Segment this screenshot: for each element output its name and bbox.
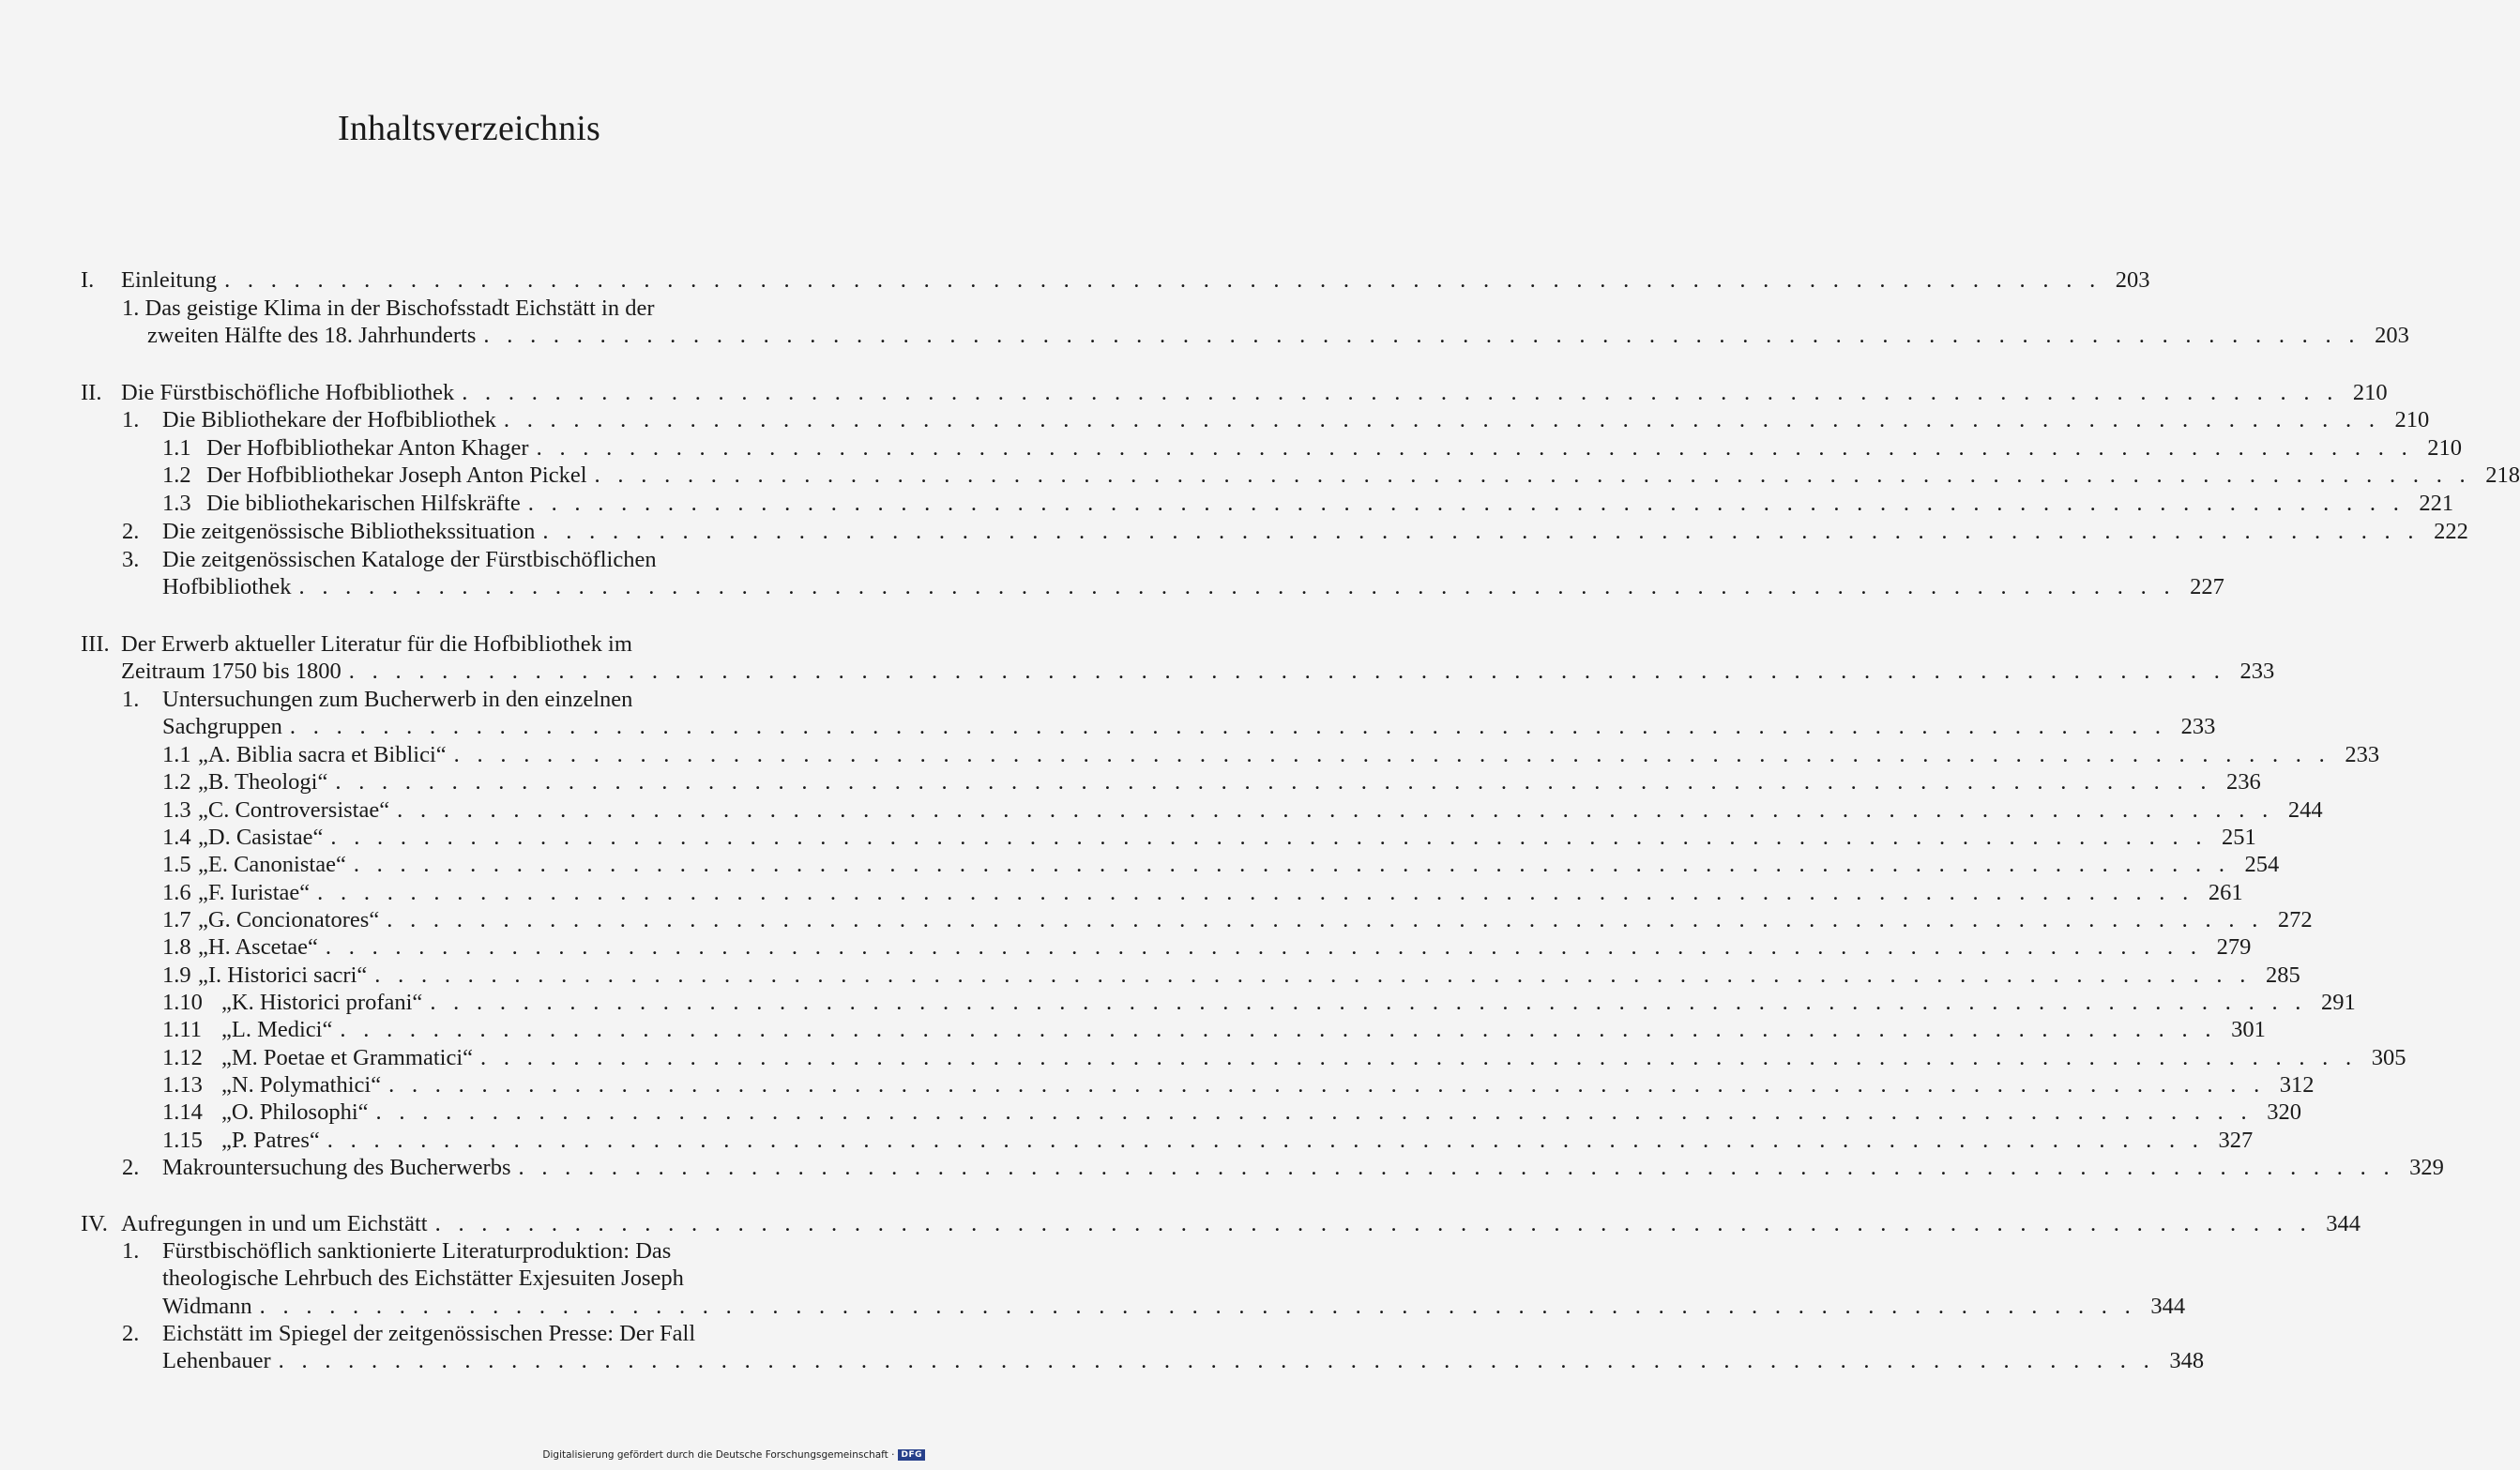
toc-entry[interactable] — [122, 518, 2468, 545]
toc-entry[interactable] — [122, 1320, 861, 1347]
toc-entry[interactable] — [162, 879, 2243, 906]
toc-entry-title: „B. Theologi“ — [198, 769, 328, 795]
toc-entry[interactable] — [162, 434, 2463, 462]
toc-entry[interactable] — [122, 1237, 861, 1265]
toc-entry-title: „H. Ascetae“ — [198, 934, 318, 960]
toc-entry-title: Die zeitgenössische Bibliothekssituation — [162, 519, 536, 544]
toc-entry-number: 1.12 — [162, 1045, 203, 1070]
toc-entry-title: Die zeitgenössischen Kataloge der Fürstbischöflichen — [162, 547, 657, 572]
toc-entry-title: „O. Philosophi“ — [221, 1099, 369, 1125]
toc-entry-title: Hofbibliothek — [162, 574, 292, 599]
toc-entry-number: 1.15 — [162, 1128, 203, 1153]
toc-entry-page: 233 — [2239, 659, 2275, 684]
toc-leader-dots: . . . . . . . . . . . . . . . . . . . . . . . . . . . . . . . . . . . . . . . . . . . . . . . . . . . . . . . . . . . . . . . . . . . . . . . . . . . . . . . . . — [542, 519, 2420, 544]
toc-entry[interactable] — [162, 933, 2252, 961]
toc-entry-page: 233 — [2180, 714, 2216, 739]
toc-entry[interactable] — [122, 1293, 2186, 1320]
toc-leader-dots: . . . . . . . . . . . . . . . . . . . . . . . . . . . . . . . . . . . . . . . . . . . . . . . . . . . . . . . . . . . . . . . . . . . . . . . . . . . . . . . . . — [289, 714, 2167, 739]
toc-entry-page: 285 — [2265, 962, 2300, 988]
toc-entry-page: 272 — [2277, 907, 2313, 932]
toc-leader-dots: . . . . . . . . . . . . . . . . . . . . . . . . . . . . . . . . . . . . . . . . . . . . . . . . . . . . . . . . . . . . . . . . . . . . . . . . . . . . . . . . . — [317, 880, 2194, 905]
toc-entry-title: „L. Medici“ — [221, 1017, 333, 1042]
toc-entry-title: Untersuchungen zum Bucherwerb in den einzelnen — [162, 687, 633, 712]
toc-entry-number: 1.9 — [162, 962, 191, 988]
toc-entry-page: 210 — [2352, 380, 2388, 405]
toc-entry-page: 301 — [2231, 1017, 2266, 1042]
toc-leader-dots: . . . . . . . . . . . . . . . . . . . . . . . . . . . . . . . . . . . . . . . . . . . . . . . . . . . . . . . . . . . . . . . . . . . . . . . . . . . . . . . . . — [434, 1211, 2313, 1236]
toc-entry-page: 236 — [2226, 769, 2261, 795]
toc-entry[interactable] — [122, 295, 861, 322]
toc-entry-title: Lehenbauer — [162, 1348, 271, 1373]
toc-entry[interactable] — [122, 573, 2224, 600]
toc-entry-title: Die bibliothekarischen Hilfskräfte — [206, 491, 521, 516]
toc-entry-title: Sachgruppen — [162, 714, 282, 739]
toc-entry-page: 348 — [2169, 1348, 2205, 1373]
toc-entry-title: „F. Iuristae“ — [198, 880, 311, 905]
toc-entry-number: 1.14 — [162, 1099, 203, 1125]
toc-leader-dots: . . . . . . . . . . . . . . . . . . . . . . . . . . . . . . . . . . . . . . . . . . . . . . . . . . . . . . . . . . . . . . . . . . . . . . . . . . . . . . . . . — [518, 1155, 2395, 1180]
dfg-logo-icon: DFG — [898, 1449, 925, 1461]
toc-entry-number: I. — [81, 267, 95, 293]
toc-entry-title: 1. Das geistige Klima in der Bischofsstadt Eichstätt in der — [122, 296, 655, 321]
toc-entry[interactable] — [81, 658, 2275, 685]
footer-text: Digitalisierung gefördert durch die Deutsche Forschungsgemeinschaft · — [542, 1449, 895, 1461]
toc-entry-number: 1.1 — [162, 742, 191, 767]
toc-entry-page: 218 — [2485, 462, 2520, 488]
toc-entry[interactable] — [162, 851, 2280, 878]
toc-entry-number: 1.13 — [162, 1072, 203, 1098]
toc-entry[interactable] — [122, 322, 2409, 349]
toc-entry-title: Widmann — [162, 1294, 252, 1319]
toc-entry-page: 210 — [2394, 407, 2430, 432]
toc-entry-title: „P. Patres“ — [221, 1128, 320, 1153]
toc-entry[interactable] — [162, 989, 2356, 1016]
toc-entry-page: 227 — [2190, 574, 2224, 599]
toc-leader-dots: . . . . . . . . . . . . . . . . . . . . . . . . . . . . . . . . . . . . . . . . . . . . . . . . . . . . . . . . . . . . . . . . . . . . . . . . . . . . . . . . . — [462, 380, 2339, 405]
toc-entry-page: 291 — [2321, 990, 2356, 1015]
toc-entry[interactable] — [122, 1154, 2444, 1181]
toc-entry-title: Einleitung — [121, 267, 218, 293]
toc-entry-title: Die Bibliothekare der Hofbibliothek — [162, 407, 496, 432]
toc-entry[interactable] — [162, 1016, 2266, 1043]
toc-leader-dots: . . . . . . . . . . . . . . . . . . . . . . . . . . . . . . . . . . . . . . . . . . . . . . . . . . . . . . . . . . . . . . . . . . . . . . . . . . . . . . . . . — [387, 907, 2264, 932]
toc-entry[interactable] — [122, 546, 861, 573]
toc-entry-number: 1.3 — [162, 797, 191, 823]
toc-entry-number: 1.1 — [162, 435, 191, 461]
toc-entry[interactable] — [162, 824, 2256, 851]
toc-entry-number: 1.3 — [162, 491, 191, 516]
toc-entry-title: Der Hofbibliothekar Joseph Anton Pickel — [206, 462, 587, 488]
toc-entry[interactable] — [162, 906, 2313, 933]
toc-entry[interactable] — [81, 266, 2150, 294]
toc-entry-number: 1. — [122, 687, 140, 712]
toc-entry-number: 1. — [122, 407, 140, 432]
toc-entry-page: 327 — [2218, 1128, 2254, 1153]
toc-leader-dots: . . . . . . . . . . . . . . . . . . . . . . . . . . . . . . . . . . . . . . . . . . . . . . . . . . . . . . . . . . . . . . . . . . . . . . . . . . . . . . . . . — [375, 1099, 2253, 1125]
toc-entry-title: theologische Lehrbuch des Eichstätter Exjesuiten Joseph — [162, 1265, 684, 1291]
toc-entry-page: 222 — [2434, 519, 2468, 544]
toc-leader-dots: . . . . . . . . . . . . . . . . . . . . . . . . . . . . . . . . . . . . . . . . . . . . . . . . . . . . . . . . . . . . . . . . . . . . . . . . . . . . . . . . . — [594, 462, 2471, 488]
toc-entry-page: 251 — [2222, 825, 2256, 850]
toc-entry-number: 1.2 — [162, 769, 191, 795]
toc-entry-title: Makrountersuchung des Bucherwerbs — [162, 1155, 511, 1180]
toc-entry-page: 261 — [2208, 880, 2243, 905]
toc-entry-page: 344 — [2326, 1211, 2361, 1236]
toc-entry[interactable] — [122, 686, 861, 713]
toc-entry-number: 2. — [122, 1155, 140, 1180]
toc-entry-title: „G. Concionatores“ — [198, 907, 380, 932]
toc-leader-dots: . . . . . . . . . . . . . . . . . . . . . . . . . . . . . . . . . . . . . . . . . . . . . . . . . . . . . . . . . . . . . . . . . . . . . . . . . . . . . . . . . — [326, 1128, 2205, 1153]
toc-entry-title: Der Erwerb aktueller Literatur für die Hofbibliothek im — [121, 631, 632, 657]
toc-leader-dots: . . . . . . . . . . . . . . . . . . . . . . . . . . . . . . . . . . . . . . . . . . . . . . . . . . . . . . . . . . . . . . . . . . . . . . . . . . . . . . . . . — [325, 934, 2203, 960]
toc-leader-dots: . . . . . . . . . . . . . . . . . . . . . . . . . . . . . . . . . . . . . . . . . . . . . . . . . . . . . . . . . . . . . . . . . . . . . . . . . . . . . . . . . — [536, 435, 2414, 461]
toc-entry[interactable] — [162, 1127, 2254, 1154]
toc-entry-page: 210 — [2427, 435, 2463, 461]
toc-entry[interactable] — [162, 768, 2261, 796]
toc-leader-dots: . . . . . . . . . . . . . . . . . . . . . . . . . . . . . . . . . . . . . . . . . . . . . . . . . . . . . . . . . . . . . . . . . . . . . . . . . . . . . . . . . — [483, 323, 2361, 348]
toc-entry-page: 344 — [2150, 1294, 2186, 1319]
toc-entry[interactable] — [162, 1071, 2315, 1099]
digitization-footer — [542, 1449, 925, 1461]
toc-leader-dots: . . . . . . . . . . . . . . . . . . . . . . . . . . . . . . . . . . . . . . . . . . . . . . . . . . . . . . . . . . . . . . . . . . . . . . . . . . . . . . . . . — [430, 990, 2307, 1015]
toc-entry-title: zweiten Hälfte des 18. Jahrhunderts — [147, 323, 477, 348]
toc-entry[interactable] — [81, 379, 2388, 406]
toc-entry[interactable] — [162, 490, 2454, 517]
toc-entry-title: „K. Historici profani“ — [221, 990, 423, 1015]
toc-entry-number: 1. — [122, 1238, 140, 1264]
toc-entry-page: 203 — [2115, 267, 2150, 293]
toc-entry[interactable] — [162, 1044, 2406, 1071]
toc-entry-number: IV. — [81, 1211, 108, 1236]
toc-leader-dots: . . . . . . . . . . . . . . . . . . . . . . . . . . . . . . . . . . . . . . . . . . . . . . . . . . . . . . . . . . . . . . . . . . . . . . . . . . . . . . . . . — [353, 852, 2231, 877]
toc-entry-number: 2. — [122, 519, 140, 544]
toc-entry[interactable] — [162, 962, 2300, 989]
toc-entry-number: 1.10 — [162, 990, 203, 1015]
toc-leader-dots: . . . . . . . . . . . . . . . . . . . . . . . . . . . . . . . . . . . . . . . . . . . . . . . . . . . . . . . . . . . . . . . . . . . . . . . . . . . . . . . . . — [388, 1072, 2266, 1098]
page-title: Inhaltsverzeichnis — [337, 109, 601, 148]
toc-entry-title: „D. Casistae“ — [198, 825, 324, 850]
toc-entry-number: 1.6 — [162, 880, 191, 905]
toc-entry-title: „M. Poetae et Grammatici“ — [221, 1045, 474, 1070]
toc-entry-number: II. — [81, 380, 102, 405]
toc-leader-dots: . . . . . . . . . . . . . . . . . . . . . . . . . . . . . . . . . . . . . . . . . . . . . . . . . . . . . . . . . . . . . . . . . . . . . . . . . . . . . . . . . — [224, 267, 2102, 293]
toc-entry-page: 279 — [2216, 934, 2252, 960]
toc-entry-title: „I. Historici sacri“ — [198, 962, 368, 988]
toc-entry-page: 320 — [2267, 1099, 2301, 1125]
toc-entry-page: 305 — [2371, 1045, 2406, 1070]
toc-leader-dots: . . . . . . . . . . . . . . . . . . . . . . . . . . . . . . . . . . . . . . . . . . . . . . . . . . . . . . . . . . . . . . . . . . . . . . . . . . . . . . . . . — [527, 491, 2406, 516]
toc-leader-dots: . . . . . . . . . . . . . . . . . . . . . . . . . . . . . . . . . . . . . . . . . . . . . . . . . . . . . . . . . . . . . . . . . . . . . . . . . . . . . . . . . — [348, 659, 2226, 684]
toc-entry-number: 1.8 — [162, 934, 191, 960]
toc-entry[interactable] — [162, 1099, 2301, 1126]
toc-entry-number: III. — [81, 631, 110, 657]
toc-entry-number: 3. — [122, 547, 140, 572]
toc-leader-dots: . . . . . . . . . . . . . . . . . . . . . . . . . . . . . . . . . . . . . . . . . . . . . . . . . . . . . . . . . . . . . . . . . . . . . . . . . . . . . . . . . — [453, 742, 2331, 767]
toc-leader-dots: . . . . . . . . . . . . . . . . . . . . . . . . . . . . . . . . . . . . . . . . . . . . . . . . . . . . . . . . . . . . . . . . . . . . . . . . . . . . . . . . . — [298, 574, 2176, 599]
toc-entry-title: „A. Biblia sacra et Biblici“ — [198, 742, 447, 767]
toc-entry[interactable] — [162, 741, 2380, 768]
toc-entry-page: 254 — [2244, 852, 2280, 877]
toc-entry-title: „N. Polymathici“ — [221, 1072, 382, 1098]
toc-entry[interactable] — [81, 1210, 2361, 1237]
toc-entry-number: 1.4 — [162, 825, 191, 850]
toc-leader-dots: . . . . . . . . . . . . . . . . . . . . . . . . . . . . . . . . . . . . . . . . . . . . . . . . . . . . . . . . . . . . . . . . . . . . . . . . . . . . . . . . . — [259, 1294, 2137, 1319]
toc-entry-title: Aufregungen in und um Eichstätt — [121, 1211, 428, 1236]
toc-entry-page: 312 — [2279, 1072, 2315, 1098]
toc-entry-number: 1.11 — [162, 1017, 202, 1042]
toc-entry-number: 1.7 — [162, 907, 191, 932]
toc-leader-dots: . . . . . . . . . . . . . . . . . . . . . . . . . . . . . . . . . . . . . . . . . . . . . . . . . . . . . . . . . . . . . . . . . . . . . . . . . . . . . . . . . — [503, 407, 2381, 432]
toc-entry[interactable] — [81, 630, 861, 658]
toc-entry-title: „C. Controversistae“ — [198, 797, 390, 823]
toc-entry-title: Die Fürstbischöfliche Hofbibliothek — [121, 380, 455, 405]
toc-entry-title: „E. Canonistae“ — [198, 852, 346, 877]
toc-entry-title: Fürstbischöflich sanktionierte Literaturproduktion: Das — [162, 1238, 672, 1264]
toc-leader-dots: . . . . . . . . . . . . . . . . . . . . . . . . . . . . . . . . . . . . . . . . . . . . . . . . . . . . . . . . . . . . . . . . . . . . . . . . . . . . . . . . . — [335, 769, 2212, 795]
toc-entry[interactable] — [122, 1265, 861, 1292]
toc-entry-title: Der Hofbibliothekar Anton Khager — [206, 435, 529, 461]
toc-leader-dots: . . . . . . . . . . . . . . . . . . . . . . . . . . . . . . . . . . . . . . . . . . . . . . . . . . . . . . . . . . . . . . . . . . . . . . . . . . . . . . . . . — [330, 825, 2208, 850]
toc-leader-dots: . . . . . . . . . . . . . . . . . . . . . . . . . . . . . . . . . . . . . . . . . . . . . . . . . . . . . . . . . . . . . . . . . . . . . . . . . . . . . . . . . — [278, 1348, 2156, 1373]
toc-leader-dots: . . . . . . . . . . . . . . . . . . . . . . . . . . . . . . . . . . . . . . . . . . . . . . . . . . . . . . . . . . . . . . . . . . . . . . . . . . . . . . . . . — [340, 1017, 2217, 1042]
toc-entry-page: 329 — [2409, 1155, 2444, 1180]
toc-entry[interactable] — [122, 713, 2216, 740]
toc-entry-number: 2. — [122, 1321, 140, 1346]
toc-leader-dots: . . . . . . . . . . . . . . . . . . . . . . . . . . . . . . . . . . . . . . . . . . . . . . . . . . . . . . . . . . . . . . . . . . . . . . . . . . . . . . . . . — [374, 962, 2252, 988]
toc-entry-title: Zeitraum 1750 bis 1800 — [121, 659, 342, 684]
toc-entry-page: 233 — [2345, 742, 2380, 767]
toc-entry-page: 244 — [2287, 797, 2323, 823]
toc-leader-dots: . . . . . . . . . . . . . . . . . . . . . . . . . . . . . . . . . . . . . . . . . . . . . . . . . . . . . . . . . . . . . . . . . . . . . . . . . . . . . . . . . — [480, 1045, 2358, 1070]
toc-entry[interactable] — [122, 1347, 2205, 1374]
toc-entry[interactable] — [162, 462, 2520, 489]
toc-entry[interactable] — [122, 406, 2430, 433]
toc-entry-page: 221 — [2419, 491, 2454, 516]
toc-leader-dots: . . . . . . . . . . . . . . . . . . . . . . . . . . . . . . . . . . . . . . . . . . . . . . . . . . . . . . . . . . . . . . . . . . . . . . . . . . . . . . . . . — [397, 797, 2274, 823]
toc-entry-number: 1.5 — [162, 852, 191, 877]
toc-entry[interactable] — [162, 796, 2323, 824]
toc-entry-page: 203 — [2375, 323, 2409, 348]
toc-entry-title: Eichstätt im Spiegel der zeitgenössischen Presse: Der Fall — [162, 1321, 696, 1346]
toc-entry-number: 1.2 — [162, 462, 191, 488]
